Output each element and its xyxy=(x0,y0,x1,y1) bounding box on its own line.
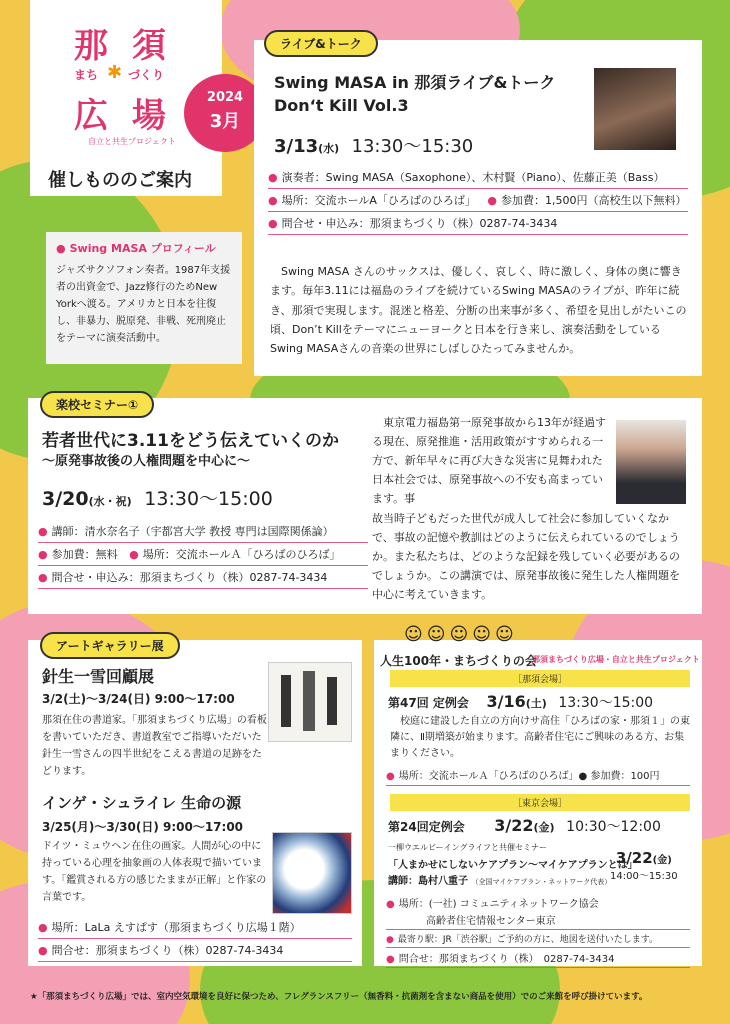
ex1-body: 那須在住の書道家。「那須まちづくり広場」の看板を書いていただき、書道教室でご指導いただいた針生一雪さんの四半世紀をこえる書道の足跡をたどります。 xyxy=(42,715,267,777)
seminar-panel xyxy=(28,398,702,614)
tokyo-weekday: (金) xyxy=(533,821,555,834)
gallery-panel xyxy=(28,640,362,966)
live-title1: Swing MASA in 那須ライブ&トーク xyxy=(274,73,556,92)
ex1-date: 3/2(土)～3/24(日) 9:00～17:00 xyxy=(42,692,235,706)
nasu-info: ● 場所：交流ホールＡ「ひろばのひろば」● 参加費：100円 xyxy=(386,764,690,786)
gallery-contact: ● 問合せ：那須まちづくり（株）0287-74-3434 xyxy=(38,939,352,962)
cowork-lecturer-note: （全国マイケアプラン・ネットワーク代表） xyxy=(471,878,612,886)
nasu-date: 3/16 xyxy=(486,692,526,711)
nasu-weekday: (土) xyxy=(525,697,547,710)
seminar-contact: ● 問合せ・申込み：那須まちづくり（株）0287-74-3434 xyxy=(38,566,368,589)
live-panel xyxy=(254,40,702,376)
cowork-label: 一柳ウエルビーイングライフと共催セミナー xyxy=(388,843,548,852)
live-performer: ● 演奏者：Swing MASA（Saxophone）、木村賢（Piano）、佐藤正美（Bass） xyxy=(268,166,688,189)
live-place: ● 場所：交流ホールA「ひろばのひろば」 xyxy=(268,194,476,207)
live-title2: Don‘t Kill Vol.3 xyxy=(274,96,409,115)
seminar-description-b: 故当時子どもだった世代が成人して社会に参加していくなかで、事故の記憶や教訓はどのように伝えられているのでしょうか。また私たちは、どのような記録を残していく必要があるのでしょうか。この講演では、原発事故後に発生した人権問題を中心に考えていきます。 xyxy=(372,512,680,601)
seminar-fee-place-row xyxy=(38,543,368,566)
cowork-lecturer: 講師：島村八重子 xyxy=(388,876,468,887)
gallery-tag: アートギャラリー展 xyxy=(40,632,180,659)
seminar-title: 若者世代に3.11をどう伝えていくのか xyxy=(42,431,339,451)
tokyo-station: ● 最寄り駅：JR「渋谷駅」ご予約の方に、地図を送付いたします。 xyxy=(386,930,690,948)
shimizu-photo xyxy=(616,420,686,504)
calligraphy-photo xyxy=(268,662,352,742)
live-tag: ライブ&トーク xyxy=(264,30,378,57)
title-mid-right: づくり xyxy=(128,68,165,82)
ex2-body: ドイツ・ミュウヘン在住の画家。人間が心の中に持っている心理を抽象画の人体表現で描いています。「鑑賞される方の感じたままが正解」と作家の言葉です。 xyxy=(42,841,267,903)
cowork-weekday: (金) xyxy=(652,855,672,866)
people-icon: ☺☺☺☺☺ xyxy=(404,624,518,645)
badge-year: 2024 xyxy=(206,90,244,105)
tokyo-row xyxy=(388,816,698,836)
live-contact: ● 問合せ・申込み：那須まちづくり（株）0287-74-3434 xyxy=(268,212,688,235)
tokyo-info xyxy=(386,894,690,968)
nasu-venue: ［那須会場］ xyxy=(390,670,690,687)
seminar-tag: 楽校セミナー① xyxy=(40,391,154,418)
live-datetime xyxy=(274,132,473,158)
seminar-fee: ● 参加費：無料 xyxy=(38,548,118,561)
seminar-info xyxy=(38,520,368,589)
seminar-date: 3/20 xyxy=(42,488,89,510)
live-info xyxy=(268,166,688,235)
cowork-lecturer-row xyxy=(388,872,611,887)
tokyo-place1: ● 場所：(一社) コミュニティネットワーク協会 xyxy=(386,894,690,911)
jinsei-title: 人生100年・まちづくりの会 xyxy=(380,654,537,668)
live-fee: ● 参加費：1,500円（高校生以下無料） xyxy=(487,194,686,207)
flower-icon: ✱ xyxy=(107,62,123,83)
header-subtitle: 自立と共生プロジェクト xyxy=(88,137,176,146)
ex2-date: 3/25(月)～3/30(日) 9:00～17:00 xyxy=(42,820,244,834)
nasu-row xyxy=(388,692,698,712)
profile-box xyxy=(46,232,242,364)
seminar-datetime xyxy=(42,484,273,511)
seminar-time: 13:30～15:00 xyxy=(144,488,273,510)
footer-note: ★「那須まちづくり広場」では、室内空気環境を良好に保つため、フレグランスフリー（無香料・抗菌剤を含まない商品を使用）でのご来館を呼び掛けています。 xyxy=(30,992,648,1002)
jinsei-panel xyxy=(374,624,702,966)
seminar-subtitle: ～原発事故後の人権問題を中心に～ xyxy=(42,454,251,469)
title-line2: 広 場 xyxy=(74,96,172,136)
seminar-place: ● 場所：交流ホールＡ「ひろばのひろば」 xyxy=(129,548,340,561)
live-place-fee-row xyxy=(268,189,688,212)
seminar-description-a: 東京電力福島第一原発事故から13年が経過する現在、原発推進・活用政策がすすめられる一方で、新年早々に再び大きな災害に見舞われた日本社会では、原発事故への不安も高まっています。事 xyxy=(372,416,606,505)
badge-month: 3月 xyxy=(209,111,241,132)
swing-masa-photo xyxy=(594,68,676,150)
nasu-meeting: 第47回 定例会 xyxy=(388,696,469,710)
tokyo-date: 3/22 xyxy=(494,816,534,835)
tokyo-time: 10:30～12:00 xyxy=(566,819,661,835)
seminar-weekday: (水・祝) xyxy=(88,495,132,508)
cowork-time: 14:00～15:30 xyxy=(610,871,678,882)
tokyo-meeting: 第24回定例会 xyxy=(388,820,465,834)
tokyo-place2: 高齢者住宅情報センター東京 xyxy=(386,911,690,930)
cowork-date: 3/22 xyxy=(615,849,653,867)
profile-heading: ● Swing MASA プロフィール xyxy=(56,240,232,256)
ex2-title: インゲ・シュライレ 生命の源 xyxy=(42,794,242,812)
live-description: Swing MASA さんのサックスは、優しく、哀しく、時に激しく、身体の奥に響きます。毎年3.11には福島のライブを続けているSwing MASAのライブが、昨年に続き、那須で実現します。混迷と格差、分断の出来事が多く、希望を見出しがたいこの頃、Don’t Killをテーマにニューヨークと日本を行き来し、演奏活動をしているSwing MASAさんの音楽の世界にしばしひたってみませんか。 xyxy=(270,265,687,355)
gallery-place: ● 場所：LaLa えすぱす（那須まちづくり広場１階） xyxy=(38,916,352,939)
profile-body: ジャズサクソフォン奏者。1987年支援者の出資金で、Jazz修行のためNew Yorkへ渡る。アメリカと日本を往復し、非暴力、脱原発、非戦、死刑廃止をテーマに演奏活動中。 xyxy=(56,265,231,344)
tokyo-venue: ［東京会場］ xyxy=(390,794,690,811)
cowork-title: 「人まかせにしないケアプラン～マイケアプランとは」 xyxy=(388,860,638,871)
nasu-body: 校庭に建設した自立の方向けサ高住「ひろばの家・那須１」の東隣に、Ⅱ期増築が始まります。高齢者住宅にご興味のある方、お集まりください。 xyxy=(390,716,690,759)
header-caption: 催しもののご案内 xyxy=(48,170,192,191)
cowork-datetime xyxy=(610,848,678,882)
gallery-info xyxy=(38,916,352,962)
ex1-title: 針生一雪回顧展 xyxy=(42,667,155,686)
live-weekday: (水) xyxy=(318,142,340,155)
live-time: 13:30～15:30 xyxy=(351,136,474,157)
nasu-time: 13:30～15:00 xyxy=(558,695,654,711)
seminar-lecturer: ● 講師：清水奈名子（宇都宮大学 教授 専門は国際関係論） xyxy=(38,520,368,543)
painting-photo xyxy=(272,832,352,914)
title-line1: 那 須 xyxy=(74,26,172,66)
title-mid-left: まち xyxy=(74,68,99,82)
live-date: 3/13 xyxy=(274,136,319,157)
tokyo-contact: ● 問合せ：那須まちづくり（株） 0287-74-3434 xyxy=(386,948,690,968)
jinsei-org: 那須まちづくり広場・自立と共生プロジェクト xyxy=(532,655,700,664)
